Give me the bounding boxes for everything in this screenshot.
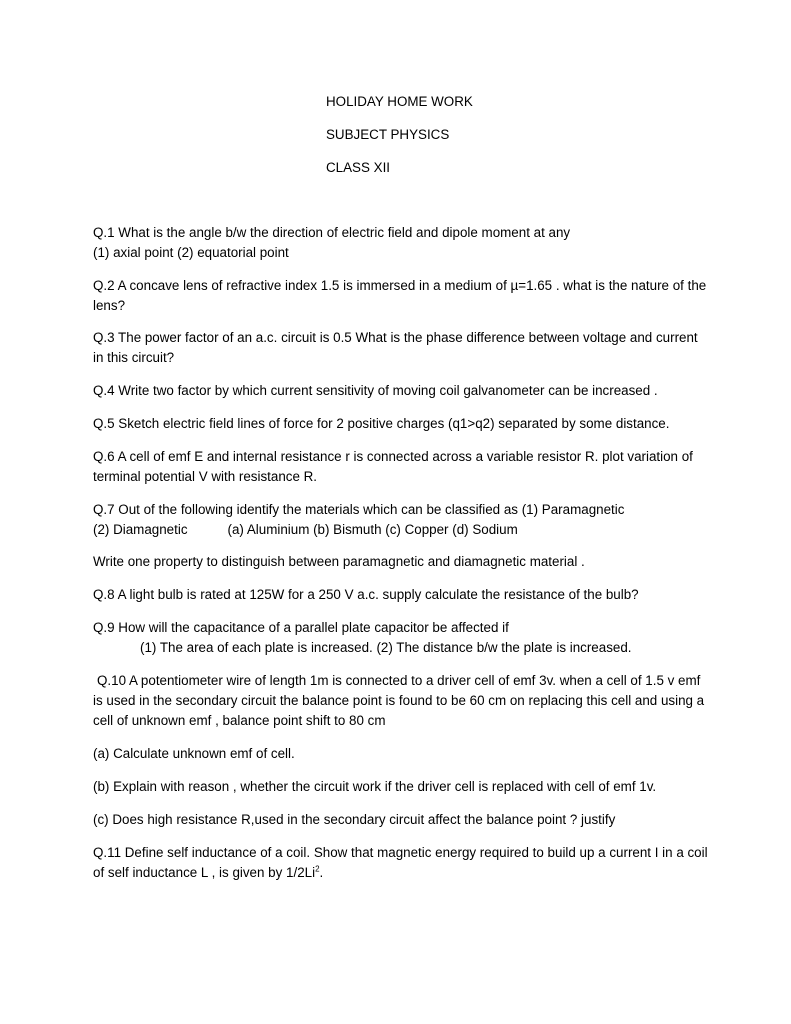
question-10-a-text: (a) Calculate unknown emf of cell. — [93, 746, 295, 761]
question-1-options: (1) axial point (2) equatorial point — [93, 245, 289, 260]
question-7 — [93, 500, 703, 540]
question-8 — [93, 585, 703, 605]
question-2-text-cont: lens? — [93, 298, 126, 313]
question-11-formula-line — [93, 863, 703, 883]
question-9-text: Q.9 How will the capacitance of a parallel plate capacitor be affected if — [93, 620, 509, 635]
question-6-text-cont: terminal potential V with resistance R. — [93, 469, 318, 484]
question-3 — [93, 328, 703, 368]
question-10-b-text: (b) Explain with reason , whether the circuit work if the driver cell is replaced with cell of emf 1v. — [93, 779, 657, 794]
document-title: HOLIDAY HOME WORK — [326, 94, 473, 109]
question-2-text: Q.2 A concave lens of refractive index 1.5 is immersed in a medium of µ=1.65 . what is the nature of the — [93, 278, 707, 293]
question-10-c-text: (c) Does high resistance R,used in the secondary circuit affect the balance point ? justify — [93, 812, 616, 827]
question-2 — [93, 276, 707, 316]
question-6 — [93, 447, 703, 487]
question-3-text-cont: in this circuit? — [93, 350, 175, 365]
question-10-part-b — [93, 777, 703, 797]
question-1 — [93, 223, 703, 263]
question-10-text-start: Q.10 A potentiometer wire of length 1m is connected to a driver cell of emf 3v. when a cell of 1.5 v emf — [97, 673, 701, 688]
question-7-property-text: Write one property to distinguish between paramagnetic and diamagnetic material . — [93, 554, 585, 569]
question-4-text: Q.4 Write two factor by which current sensitivity of moving coil galvanometer can be increased . — [93, 383, 658, 398]
question-11-superscript: 2 — [315, 864, 320, 874]
question-1-text: Q.1 What is the angle b/w the direction of electric field and dipole moment at any — [93, 225, 571, 240]
question-10-part-a — [93, 744, 703, 764]
question-5 — [93, 414, 703, 434]
question-10-text-cont: is used in the secondary circuit the balance point is found to be 60 cm on replacing this cell and using a — [93, 693, 705, 708]
question-5-text: Q.5 Sketch electric field lines of force for 2 positive charges (q1>q2) separated by some distance. — [93, 416, 670, 431]
question-7-options — [93, 520, 703, 540]
question-10 — [93, 671, 703, 731]
question-9-options: (1) The area of each plate is increased. (2) The distance b/w the plate is increased. — [140, 640, 632, 655]
question-11-text-cont: of self inductance L , is given by 1/2Li — [93, 865, 316, 880]
question-7-part-2 — [93, 552, 703, 572]
class-label: CLASS XII — [326, 160, 391, 175]
question-11-text: Q.11 Define self inductance of a coil. Show that magnetic energy required to build up a current I in a coil — [93, 845, 708, 860]
question-4 — [93, 381, 703, 401]
question-7-text: Q.7 Out of the following identify the materials which can be classified as (1) Paramagnetic — [93, 502, 625, 517]
question-7-materials: (a) Aluminium (b) Bismuth (c) Copper (d) Sodium — [227, 522, 518, 537]
question-9 — [93, 618, 703, 658]
question-10-text-end: cell of unknown emf , balance point shift to 80 cm — [93, 713, 386, 728]
question-3-text: Q.3 The power factor of an a.c. circuit is 0.5 What is the phase difference between voltage and current — [93, 330, 698, 345]
question-7-diamagnetic: (2) Diamagnetic — [93, 522, 188, 537]
question-6-text: Q.6 A cell of emf E and internal resistance r is connected across a variable resistor R. plot variation of — [93, 449, 693, 464]
question-10-text — [93, 671, 703, 691]
question-10-part-c — [93, 810, 703, 830]
subject-label: SUBJECT PHYSICS — [326, 127, 450, 142]
question-11-period: . — [319, 865, 324, 880]
question-8-text: Q.8 A light bulb is rated at 125W for a 250 V a.c. supply calculate the resistance of the bulb? — [93, 587, 639, 602]
question-11 — [93, 843, 708, 883]
